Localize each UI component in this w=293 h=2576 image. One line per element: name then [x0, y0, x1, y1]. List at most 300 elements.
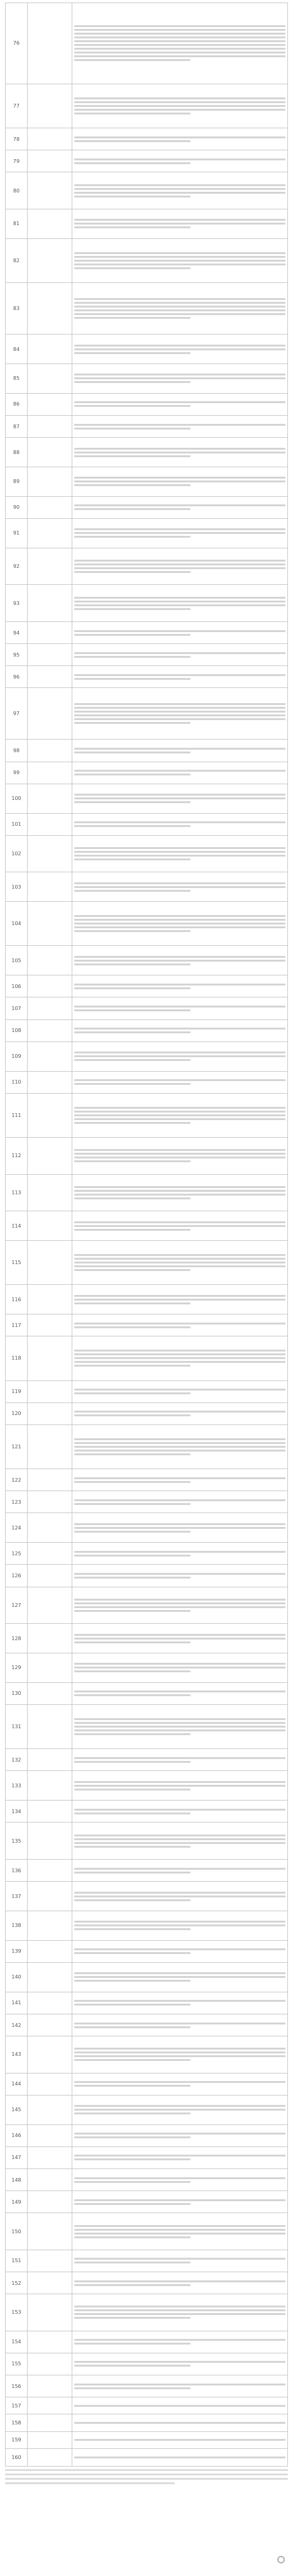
row-number: 152: [6, 2272, 28, 2294]
table-row: [6, 2213, 288, 2250]
row-number: 148: [6, 2169, 28, 2191]
policy-text-line: [74, 1262, 285, 1263]
country-name: [28, 1424, 72, 1468]
policy-text-line: [74, 1785, 285, 1787]
policy-text-line: [74, 2181, 191, 2183]
table-row: [6, 1241, 288, 1285]
policy-text: [72, 1336, 288, 1380]
policy-text-line: [74, 1453, 191, 1455]
country-name: [28, 872, 72, 902]
policy-text-line: [74, 1503, 191, 1505]
country-name: [28, 1071, 72, 1093]
table-row: [6, 1992, 288, 2014]
policy-text-line: [74, 608, 191, 610]
policy-text-line: [74, 1269, 191, 1271]
policy-text: [72, 1285, 288, 1314]
table-row: [6, 393, 288, 415]
policy-text-line: [74, 1107, 285, 1109]
country-name: [28, 1241, 72, 1285]
table-row: [6, 2124, 288, 2146]
row-number: 147: [6, 2146, 28, 2168]
policy-text-line: [74, 348, 285, 350]
table-row: [6, 150, 288, 172]
country-name: [28, 1285, 72, 1314]
row-number: 78: [6, 128, 28, 150]
policy-text-line: [74, 40, 285, 42]
table-row: [6, 1211, 288, 1241]
country-name: [28, 1138, 72, 1175]
country-name: [28, 1019, 72, 1041]
policy-text-line: [74, 1055, 285, 1057]
policy-text-line: [74, 915, 285, 917]
country-name: [28, 1543, 72, 1565]
country-name: [28, 2397, 72, 2414]
policy-text-line: [74, 25, 285, 27]
table-row: [6, 335, 288, 364]
country-name: [28, 2272, 72, 2294]
policy-text-line: [74, 2284, 191, 2286]
table-row: [6, 1749, 288, 1771]
policy-text-line: [74, 825, 191, 827]
policy-text-line: [74, 722, 191, 724]
policy-text-line: [74, 2387, 191, 2389]
table-row: [6, 84, 288, 128]
row-number: 98: [6, 740, 28, 762]
policy-text-line: [74, 1392, 191, 1394]
row-number: 117: [6, 1314, 28, 1336]
policy-text: [72, 283, 288, 335]
row-number: 108: [6, 1019, 28, 1041]
policy-text: [72, 1241, 288, 1285]
policy-text-line: [74, 1896, 285, 1897]
footer-note-line: [5, 2473, 288, 2475]
policy-text-line: [74, 1892, 285, 1894]
row-number: 104: [6, 902, 28, 946]
policy-text-line: [74, 1197, 191, 1199]
table-row: [6, 2397, 288, 2414]
policy-text: [72, 997, 288, 1019]
row-number: 102: [6, 835, 28, 872]
row-number: 158: [6, 2414, 28, 2431]
row-number: 84: [6, 335, 28, 364]
watermark-logo-icon: [277, 2556, 285, 2563]
policy-text-line: [74, 1733, 191, 1735]
policy-text-line: [74, 711, 285, 713]
row-number: 76: [6, 3, 28, 84]
policy-text: [72, 688, 288, 740]
policy-text-line: [74, 770, 285, 772]
policy-text-line: [74, 1602, 285, 1604]
policy-text-line: [74, 1726, 285, 1728]
policy-text: [72, 1882, 288, 1911]
policy-text: [72, 2431, 288, 2448]
policy-text-line: [74, 256, 285, 258]
policy-text-line: [74, 508, 191, 510]
policy-text: [72, 784, 288, 813]
policy-text-line: [74, 882, 285, 884]
policy-text: [72, 84, 288, 128]
policy-text-line: [74, 1842, 285, 1844]
policy-text: [72, 209, 288, 239]
policy-text-line: [74, 926, 285, 928]
table-row: [6, 1336, 288, 1380]
row-number: 130: [6, 1682, 28, 1704]
row-number: 83: [6, 283, 28, 335]
policy-text-line: [74, 313, 285, 315]
policy-text-line: [74, 564, 285, 565]
row-number: 160: [6, 2449, 28, 2467]
policy-text-line: [74, 532, 285, 534]
policy-text-line: [74, 36, 285, 38]
row-number: 137: [6, 1882, 28, 1911]
table-row: [6, 1823, 288, 1860]
policy-text: [72, 1653, 288, 1683]
policy-text: [72, 2014, 288, 2036]
policy-text: [72, 2124, 288, 2146]
policy-text-line: [74, 1052, 285, 1053]
policy-text-line: [74, 1153, 285, 1155]
policy-text-line: [74, 1114, 285, 1116]
table-row: [6, 1543, 288, 1565]
country-name: [28, 2431, 72, 2448]
policy-text-line: [74, 101, 285, 103]
row-number: 90: [6, 496, 28, 518]
policy-text-line: [74, 797, 285, 799]
row-number: 133: [6, 1771, 28, 1801]
table-row: [6, 997, 288, 1019]
country-name: [28, 1587, 72, 1624]
policy-text-line: [74, 1157, 285, 1158]
policy-text: [72, 1749, 288, 1771]
row-number: 114: [6, 1211, 28, 1241]
row-number: 153: [6, 2294, 28, 2331]
country-name: [28, 1041, 72, 1071]
policy-text-line: [74, 1118, 285, 1120]
policy-text: [72, 548, 288, 585]
row-number: 121: [6, 1424, 28, 1468]
policy-text-line: [74, 560, 285, 562]
policy-text-line: [74, 2422, 285, 2424]
policy-text: [72, 172, 288, 209]
policy-text-line: [74, 2229, 285, 2231]
policy-text: [72, 622, 288, 644]
policy-text-line: [74, 480, 285, 482]
policy-text-line: [74, 963, 191, 965]
table-row: [6, 1285, 288, 1314]
policy-text: [72, 519, 288, 548]
policy-text-line: [74, 1326, 191, 1328]
table-row: [6, 784, 288, 813]
policy-text-line: [74, 930, 191, 932]
row-number: 120: [6, 1402, 28, 1424]
country-name: [28, 1771, 72, 1801]
policy-text: [72, 1801, 288, 1823]
policy-text-line: [74, 1295, 285, 1297]
policy-text: [72, 2191, 288, 2213]
policy-text-line: [74, 1265, 285, 1267]
policy-text: [72, 835, 288, 872]
policy-text-line: [74, 601, 285, 602]
row-number: 85: [6, 364, 28, 394]
policy-text-line: [74, 345, 285, 347]
policy-text: [72, 2272, 288, 2294]
policy-text-line: [74, 858, 191, 860]
entry-policy-table: [5, 3, 288, 2467]
policy-text-line: [74, 1389, 285, 1391]
row-number: 118: [6, 1336, 28, 1380]
row-number: 126: [6, 1565, 28, 1587]
policy-text-line: [74, 1846, 191, 1848]
policy-text-line: [74, 987, 191, 989]
country-name: [28, 2250, 72, 2272]
policy-text-line: [74, 44, 285, 46]
policy-text: [72, 585, 288, 622]
policy-text: [72, 1911, 288, 1941]
policy-text-line: [74, 1813, 191, 1814]
policy-text-line: [74, 1757, 285, 1759]
row-number: 151: [6, 2250, 28, 2272]
row-number: 139: [6, 1940, 28, 1962]
row-number: 144: [6, 2073, 28, 2095]
policy-text-line: [74, 1446, 285, 1448]
policy-text-line: [74, 1450, 285, 1452]
policy-text: [72, 2036, 288, 2074]
policy-text-line: [74, 504, 285, 506]
policy-text-line: [74, 984, 285, 985]
policy-text-line: [74, 2177, 285, 2179]
policy-text-line: [74, 956, 285, 958]
policy-text-line: [74, 2258, 285, 2260]
row-number: 142: [6, 2014, 28, 2036]
policy-text-line: [74, 1789, 191, 1790]
policy-text: [72, 1513, 288, 1543]
country-name: [28, 1174, 72, 1211]
policy-text-line: [74, 2365, 191, 2367]
table-row: [6, 2449, 288, 2467]
table-row: [6, 128, 288, 150]
table-row: [6, 2036, 288, 2074]
policy-text-line: [74, 630, 285, 632]
table-row: [6, 1624, 288, 1653]
policy-text-line: [74, 1258, 285, 1260]
table-row: [6, 1424, 288, 1468]
country-name: [28, 997, 72, 1019]
country-name: [28, 902, 72, 946]
table-row: [6, 238, 288, 282]
row-number: 81: [6, 209, 28, 239]
policy-text-line: [74, 2059, 191, 2061]
policy-text: [72, 150, 288, 172]
country-name: [28, 1801, 72, 1823]
policy-text-line: [74, 1610, 191, 1612]
policy-text-line: [74, 855, 285, 857]
policy-text-line: [74, 1838, 285, 1840]
policy-text-line: [74, 1122, 191, 1124]
policy-text-line: [74, 2081, 285, 2083]
policy-text: [72, 1211, 288, 1241]
policy-text: [72, 1019, 288, 1041]
policy-text-line: [74, 1229, 191, 1231]
row-number: 132: [6, 1749, 28, 1771]
policy-text-line: [74, 604, 285, 606]
country-name: [28, 2146, 72, 2168]
row-number: 141: [6, 1992, 28, 2014]
country-name: [28, 2169, 72, 2191]
policy-text-line: [74, 1663, 285, 1665]
table-row: [6, 835, 288, 872]
policy-text-line: [74, 196, 191, 197]
policy-text-line: [74, 113, 191, 114]
policy-text-line: [74, 1499, 285, 1501]
policy-text-line: [74, 2457, 285, 2458]
country-name: [28, 519, 72, 548]
policy-text: [72, 1093, 288, 1137]
policy-text-line: [74, 1186, 285, 1188]
row-number: 94: [6, 622, 28, 644]
country-name: [28, 150, 72, 172]
table-row: [6, 1402, 288, 1424]
policy-text-line: [74, 2361, 285, 2363]
policy-text-line: [74, 674, 285, 676]
policy-text-line: [74, 2026, 191, 2028]
country-name: [28, 1882, 72, 1911]
policy-text: [72, 335, 288, 364]
country-name: [28, 496, 72, 518]
policy-text-line: [74, 1357, 285, 1359]
policy-text: [72, 2414, 288, 2431]
policy-text: [72, 1992, 288, 2014]
policy-text: [72, 2095, 288, 2124]
policy-text: [72, 813, 288, 835]
country-name: [28, 1963, 72, 1992]
policy-text-line: [74, 774, 191, 775]
row-number: 135: [6, 1823, 28, 1860]
row-number: 131: [6, 1705, 28, 1749]
policy-text-line: [74, 317, 191, 319]
row-number: 107: [6, 997, 28, 1019]
policy-text-line: [74, 1365, 191, 1367]
table-row: [6, 364, 288, 394]
row-number: 99: [6, 762, 28, 784]
country-name: [28, 172, 72, 209]
table-row: [6, 438, 288, 467]
policy-text-line: [74, 1442, 285, 1444]
policy-text-line: [74, 1302, 191, 1304]
policy-text-line: [74, 1641, 191, 1643]
policy-text-line: [74, 455, 191, 457]
table-row: [6, 2353, 288, 2375]
policy-text-line: [74, 1952, 191, 1954]
row-number: 149: [6, 2191, 28, 2213]
policy-text: [72, 1138, 288, 1175]
policy-text-line: [74, 2384, 285, 2385]
policy-text: [72, 1314, 288, 1336]
policy-text-line: [74, 1194, 285, 1196]
policy-text: [72, 2331, 288, 2353]
policy-text: [72, 902, 288, 946]
policy-text: [72, 2375, 288, 2397]
country-name: [28, 2353, 72, 2375]
policy-text-line: [74, 1667, 285, 1668]
policy-text: [72, 238, 288, 282]
policy-text: [72, 946, 288, 975]
policy-text-line: [74, 1009, 191, 1011]
country-name: [28, 1491, 72, 1513]
row-number: 106: [6, 975, 28, 997]
policy-text-line: [74, 748, 285, 750]
country-name: [28, 238, 72, 282]
row-number: 113: [6, 1174, 28, 1211]
row-number: 155: [6, 2353, 28, 2375]
row-number: 103: [6, 872, 28, 902]
policy-text-line: [74, 1111, 285, 1113]
policy-text-line: [74, 484, 191, 486]
country-name: [28, 128, 72, 150]
policy-text-line: [74, 1531, 191, 1533]
policy-text-line: [74, 1527, 285, 1529]
policy-text-line: [74, 1761, 191, 1763]
country-name: [28, 1911, 72, 1941]
policy-text-line: [74, 2136, 191, 2138]
table-row: [6, 172, 288, 209]
table-row: [6, 1882, 288, 1911]
row-number: 110: [6, 1071, 28, 1093]
row-number: 97: [6, 688, 28, 740]
row-number: 91: [6, 519, 28, 548]
policy-text-line: [74, 2313, 285, 2315]
policy-text-line: [74, 226, 191, 228]
row-number: 119: [6, 1380, 28, 1402]
policy-text-line: [74, 1523, 285, 1525]
table-row: [6, 1940, 288, 1962]
policy-text-line: [74, 960, 285, 962]
country-name: [28, 1940, 72, 1962]
policy-text-line: [74, 162, 191, 164]
table-row: [6, 283, 288, 335]
row-number: 101: [6, 813, 28, 835]
policy-text: [72, 1860, 288, 1882]
policy-text-line: [74, 219, 285, 221]
table-row: [6, 2294, 288, 2331]
policy-text-line: [74, 923, 285, 924]
policy-text-line: [74, 2203, 191, 2205]
policy-text-line: [74, 656, 191, 658]
policy-text-line: [74, 158, 285, 160]
policy-text-line: [74, 184, 285, 186]
policy-text-line: [74, 2133, 285, 2135]
row-number: 122: [6, 1469, 28, 1491]
country-name: [28, 2375, 72, 2397]
row-number: 105: [6, 946, 28, 975]
country-name: [28, 1565, 72, 1587]
country-name: [28, 1823, 72, 1860]
policy-text-line: [74, 2280, 285, 2282]
policy-text: [72, 438, 288, 467]
policy-text-line: [74, 1083, 191, 1085]
policy-text-line: [74, 223, 285, 225]
row-number: 125: [6, 1543, 28, 1565]
policy-text-line: [74, 252, 285, 254]
policy-text-line: [74, 1809, 285, 1811]
country-name: [28, 2036, 72, 2074]
policy-text: [72, 1071, 288, 1093]
policy-text-line: [74, 401, 285, 403]
policy-text: [72, 666, 288, 688]
policy-text-line: [74, 1323, 285, 1324]
policy-text-line: [74, 140, 191, 142]
policy-text: [72, 2250, 288, 2272]
policy-text-line: [74, 1031, 191, 1033]
